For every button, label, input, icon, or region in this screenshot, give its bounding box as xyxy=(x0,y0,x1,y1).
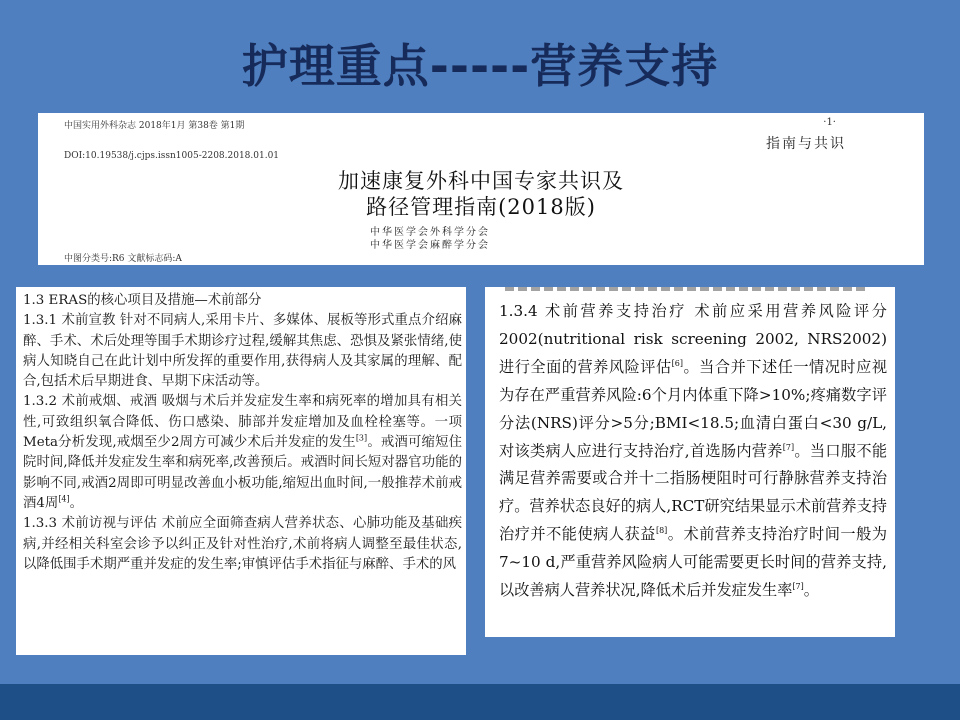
author-orgs xyxy=(370,226,490,252)
journal-info: 中国实用外科杂志 2018年1月 第38卷 第1期 xyxy=(64,121,245,131)
paragraph-text: 。当口服不能满足营养需要或合并十二指肠梗阻时可行静脉营养支持治疗。营养状态良好的病人,RCT研究结果显示术前营养支持治疗并不能使病人获益 xyxy=(499,441,888,544)
guideline-title xyxy=(38,168,924,220)
nutrition-support-excerpt xyxy=(485,287,895,637)
citation: [6] xyxy=(671,358,683,368)
citation: [8] xyxy=(655,526,668,536)
page-number: ·1· xyxy=(823,117,836,128)
clipped-text-edge xyxy=(505,287,865,291)
article-category: 指南与共识 xyxy=(766,136,846,152)
paragraph-text: 1.3.4 术前营养支持治疗 术前应采用营养风险评分2002(nutritional risk screening 2002, NRS2002)进行全面的营养风险评估 xyxy=(499,302,887,376)
doi-line: DOI:10.19538/j.cjps.issn1005-2208.2018.01.01 xyxy=(64,151,280,161)
org-surgery: 中华医学会外科学分会 xyxy=(370,227,490,238)
section-1-3-4 xyxy=(485,291,895,605)
guideline-title-line2: 路径管理指南(2018版) xyxy=(366,195,596,219)
section-1-3-1: 1.3.1 术前宣教 针对不同病人,采用卡片、多媒体、展板等形式重点介绍麻醉、手术、术后处理等围手术期诊疗过程,缓解其焦虑、恐惧及紧张情绪,使病人知晓自己在此计划中所发挥的重要作用,获得病人及其家属的理解、配合,包括术后早期进食、早期下床活动等。 xyxy=(23,313,462,390)
paragraph-text: 。 xyxy=(803,581,819,600)
paragraph-text: 。术前营养支持治疗时间一般为7~10 d,严重营养风险病人可能需要更长时间的营养支持,以改善病人营养状况,降低术后并发症发生率 xyxy=(499,525,888,600)
citation: [7] xyxy=(782,442,795,452)
citation: [4] xyxy=(58,494,70,504)
section-1-3-2 xyxy=(16,392,466,514)
footer-bar xyxy=(0,684,960,720)
paragraph-text: 。当合并下述任一情况时应视为存在严重营养风险:6个月内体重下降>10%;疼痛数字评分法(NRS)评分>5分;BMI<18.5;血清白蛋白<30 g/L,对该类病人应进行支持治疗,首选肠内营养 xyxy=(499,357,888,460)
paragraph-text: 。 xyxy=(69,495,84,511)
org-anesthesia: 中华医学会麻醉学分会 xyxy=(370,240,490,251)
paragraph-text: 1.3.2 术前戒烟、戒酒 吸烟与术后并发症发生率和病死率的增加具有相关性,可致组织氧合降低、伤口感染、肺部并发症增加及血栓栓塞等。一项Meta分析发现,戒烟至少2周方可减少术后并发症的发生 xyxy=(23,394,462,451)
slide-title: 护理重点-----营养支持 xyxy=(241,39,719,93)
guideline-header-image xyxy=(38,113,924,265)
guideline-title-line1: 加速康复外科中国专家共识及 xyxy=(338,169,624,193)
citation: [3] xyxy=(355,433,368,443)
classification-line: 中图分类号:R6 文献标志码:A xyxy=(64,254,182,264)
citation: [7] xyxy=(792,582,804,591)
preop-items-excerpt xyxy=(16,287,466,655)
section-heading: 1.3 ERAS的核心项目及措施—术前部分 xyxy=(23,293,262,308)
paragraph-text: 。戒酒可缩短住院时间,降低并发症发生率和病死率,改善预后。戒酒时间长短对器官功能的影响不同,戒酒2周即可明显改善血小板功能,缩短出血时间,一般推荐术前戒酒4周 xyxy=(23,435,463,511)
section-1-3-3: 1.3.3 术前访视与评估 术前应全面筛查病人营养状态、心肺功能及基础疾病,并经相关科室会诊予以纠正及针对性治疗,术前将病人调整至最佳状态,以降低围手术期严重并发症的发生率;审慎评估手术指征与麻醉、手术的风 xyxy=(23,516,462,572)
